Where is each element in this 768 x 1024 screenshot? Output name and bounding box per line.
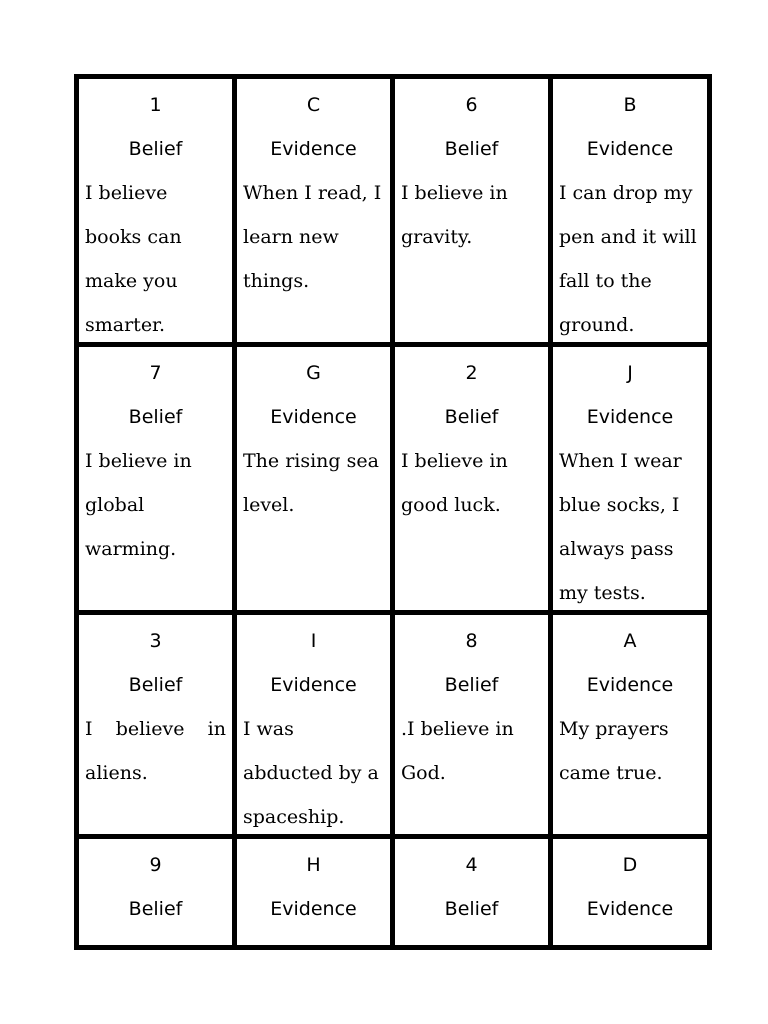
- card-kind: Evidence: [586, 138, 674, 160]
- card-cell: [79, 347, 237, 615]
- belief-evidence-table: [74, 74, 712, 950]
- card-code: B: [623, 94, 637, 116]
- card-kind: Belief: [128, 406, 183, 428]
- card-cell: [553, 79, 707, 347]
- card-kind: Belief: [444, 406, 499, 428]
- card-statement: I believe books can make you smarter.: [85, 182, 182, 336]
- card-statement: I can drop my pen and it will fall to the ground.: [559, 182, 697, 336]
- card-statement: I believe in aliens.: [85, 718, 226, 784]
- card-kind: Belief: [444, 138, 499, 160]
- card-cell: [395, 79, 553, 347]
- card-cell: [79, 615, 237, 839]
- card-kind: Belief: [128, 898, 183, 920]
- card-code: 8: [465, 630, 478, 652]
- card-cell: [553, 347, 707, 615]
- card-code: 3: [149, 630, 162, 652]
- card-kind: Belief: [444, 898, 499, 920]
- card-kind: Belief: [444, 674, 499, 696]
- card-kind: Evidence: [270, 898, 357, 920]
- card-code: D: [622, 854, 638, 876]
- card-statement: I believe in global warming.: [85, 450, 192, 560]
- card-code: H: [306, 854, 321, 876]
- card-cell: [553, 615, 707, 839]
- card-code: 9: [149, 854, 162, 876]
- card-code: I: [310, 630, 317, 652]
- card-statement: .I believe in God.: [401, 718, 514, 784]
- card-statement: The rising sea level.: [243, 450, 379, 516]
- card-code: 4: [465, 854, 478, 876]
- card-kind: Evidence: [586, 898, 674, 920]
- card-code: 2: [465, 362, 478, 384]
- card-cell: [237, 347, 395, 615]
- card-kind: Evidence: [586, 674, 674, 696]
- card-code: 7: [149, 362, 162, 384]
- card-cell: [395, 347, 553, 615]
- card-cell: [237, 839, 395, 945]
- card-cell: [553, 839, 707, 945]
- card-statement: I believe in gravity.: [401, 182, 508, 248]
- card-code: G: [306, 362, 321, 384]
- card-statement: I believe in good luck.: [401, 450, 508, 516]
- card-kind: Belief: [128, 138, 183, 160]
- card-code: 1: [149, 94, 162, 116]
- card-code: J: [627, 362, 633, 384]
- card-kind: Evidence: [270, 406, 357, 428]
- card-cell: [237, 79, 395, 347]
- card-kind: Evidence: [586, 406, 674, 428]
- card-cell: [79, 839, 237, 945]
- card-kind: Belief: [128, 674, 183, 696]
- card-code: A: [623, 630, 637, 652]
- card-kind: Evidence: [270, 138, 357, 160]
- card-cell: [237, 615, 395, 839]
- card-cell: [79, 79, 237, 347]
- card-cell: [395, 839, 553, 945]
- card-statement: When I wear blue socks, I always pass my tests.: [559, 450, 682, 604]
- card-code: 6: [465, 94, 478, 116]
- card-kind: Evidence: [270, 674, 357, 696]
- card-code: C: [306, 94, 321, 116]
- card-statement: I was abducted by a spaceship.: [243, 718, 379, 828]
- card-statement: When I read, I learn new things.: [243, 182, 382, 292]
- card-cell: [395, 615, 553, 839]
- card-statement: My prayers came true.: [559, 718, 669, 784]
